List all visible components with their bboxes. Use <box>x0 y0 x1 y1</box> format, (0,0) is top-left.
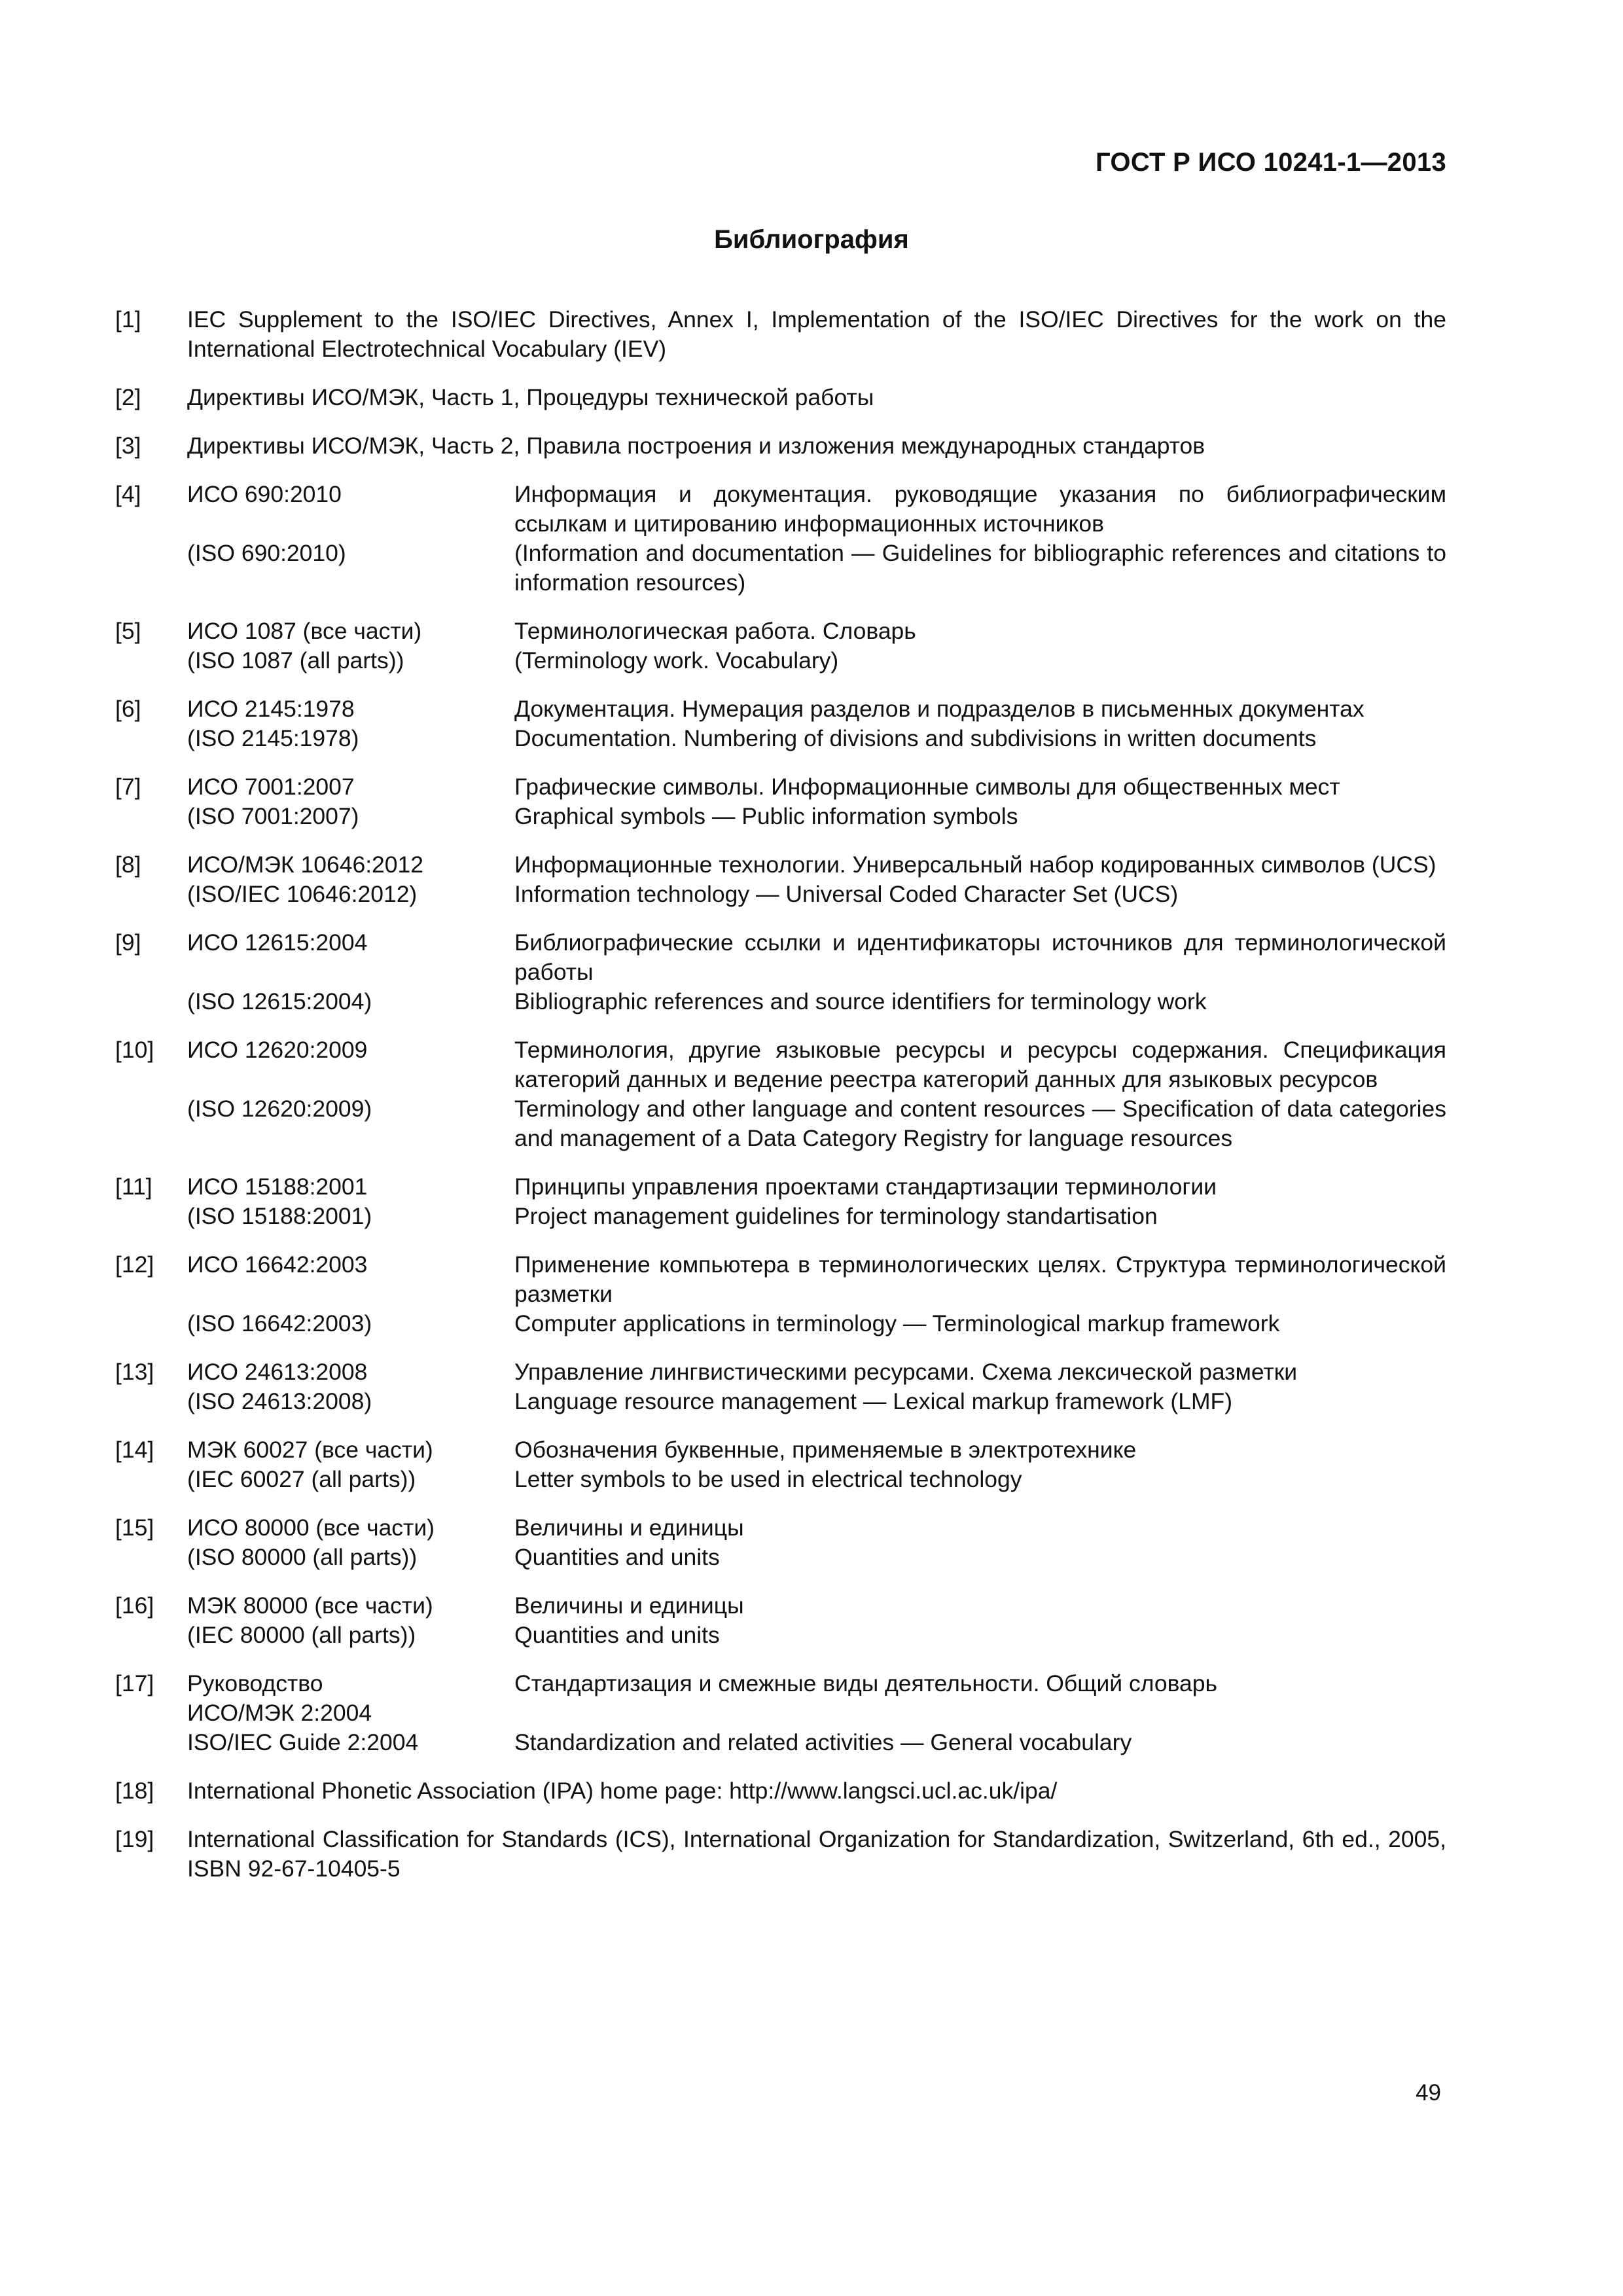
entry-description: Принципы управления проектами стандартизации терминологии <box>514 1174 1217 1200</box>
entry-description: Information technology — Universal Coded Character Set (UCS) <box>514 881 1179 907</box>
document-id: ГОСТ Р ИСО 10241-1—2013 <box>1095 148 1446 177</box>
entry-standard-code: (ISO 80000 (all parts)) <box>187 1544 418 1570</box>
bibliography-entry <box>115 1669 1446 1757</box>
entry-description: Терминология, другие языковые ресурсы и ресурсы содержания. Спецификация категорий данных и ведение реестра категорий данных для языковых ресурсов <box>514 1037 1446 1092</box>
entry-description: Quantities and units <box>514 1544 720 1570</box>
entry-standard-code: (IEC 80000 (all parts)) <box>187 1622 416 1648</box>
entry-standard-code: (ISO 12620:2009) <box>187 1096 372 1122</box>
entry-standard-code: ИСО 16642:2003 <box>187 1251 368 1278</box>
bibliography-entry <box>115 305 1446 364</box>
entry-standard-code: ИСО/МЭК 10646:2012 <box>187 852 424 878</box>
entry-text: Директивы ИСО/МЭК, Часть 2, Правила построения и изложения международных стандартов <box>187 433 1205 459</box>
entry-number: [10] <box>115 1037 154 1063</box>
entry-standard-code: (IEC 60027 (all parts)) <box>187 1466 416 1492</box>
page-title: Библиография <box>714 225 909 254</box>
entry-standard-code: ИСО 15188:2001 <box>187 1174 368 1200</box>
entry-standard-code: МЭК 60027 (все части) <box>187 1437 433 1463</box>
entry-number: [15] <box>115 1515 154 1541</box>
entry-number: [2] <box>115 384 141 410</box>
entry-number: [19] <box>115 1826 154 1852</box>
entry-text: IEC Supplement to the ISO/IEC Directives, Annex I, Implementation of the ISO/IEC Directives for the work on the International Electrotechnical Vocabulary (IEV) <box>187 306 1446 362</box>
entry-description: (Information and documentation — Guidelines for bibliographic references and citations to information resources) <box>514 540 1446 596</box>
bibliography-entry <box>115 617 1446 675</box>
entry-standard-code: ИСО 12620:2009 <box>187 1037 368 1063</box>
entry-number: [18] <box>115 1778 154 1804</box>
bibliography-list <box>115 305 1446 1903</box>
entry-description: Величины и единицы <box>514 1592 744 1619</box>
entry-number: [12] <box>115 1251 154 1278</box>
entry-description: Terminology and other language and content resources — Specification of data categories and management of a Data Category Registry for language resources <box>514 1096 1446 1151</box>
entry-standard-code: ИСО 24613:2008 <box>187 1359 368 1385</box>
bibliography-entry <box>115 1250 1446 1338</box>
bibliography-entry <box>115 850 1446 909</box>
entry-standard-code: ISO/IEC Guide 2:2004 <box>187 1729 419 1755</box>
entry-description <box>514 1698 1446 1728</box>
entry-description: Computer applications in terminology — Terminological markup framework <box>514 1310 1280 1336</box>
entry-text: Директивы ИСО/МЭК, Часть 1, Процедуры технической работы <box>187 384 874 410</box>
entry-number: [1] <box>115 306 141 332</box>
bibliography-entry <box>115 383 1446 412</box>
entry-standard-code: ИСО 690:2010 <box>187 481 342 507</box>
entry-description: Graphical symbols — Public information symbols <box>514 803 1018 829</box>
entry-standard-code: ИСО 1087 (все части) <box>187 618 422 644</box>
entry-standard-code: (ISO 2145:1978) <box>187 725 359 751</box>
bibliography-entry <box>115 928 1446 1016</box>
entry-description: Информация и документация. руководящие указания по библиографическим ссылкам и цитированию информационных источников <box>514 481 1446 537</box>
bibliography-entry <box>115 1591 1446 1650</box>
bibliography-entry <box>115 1435 1446 1494</box>
entry-description: Documentation. Numbering of divisions and subdivisions in written documents <box>514 725 1317 751</box>
entry-standard-code: ИСО 80000 (все части) <box>187 1515 435 1541</box>
entry-standard-code: ИСО 7001:2007 <box>187 774 355 800</box>
entry-number: [11] <box>115 1174 152 1200</box>
entry-standard-code: (ISO 24613:2008) <box>187 1388 372 1414</box>
entry-description: Информационные технологии. Универсальный набор кодированных символов (UCS) <box>514 852 1436 878</box>
entry-number: [8] <box>115 852 141 878</box>
bibliography-entry <box>115 772 1446 831</box>
bibliography-entry <box>115 1172 1446 1231</box>
entry-standard-code: ИСО 2145:1978 <box>187 696 355 722</box>
entry-description: Quantities and units <box>514 1622 720 1648</box>
entry-text: International Phonetic Association (IPA) home page: http://www.langsci.ucl.ac.uk/ipa/ <box>187 1778 1058 1804</box>
entry-description: Применение компьютера в терминологических целях. Структура терминологической разметки <box>514 1251 1446 1307</box>
entry-number: [3] <box>115 433 141 459</box>
entry-number: [5] <box>115 618 141 644</box>
entry-description: Project management guidelines for terminology standartisation <box>514 1203 1158 1229</box>
entry-standard-code: Руководство <box>187 1670 323 1696</box>
entry-description: Standardization and related activities — General vocabulary <box>514 1729 1132 1755</box>
entry-standard-code: ИСО 12615:2004 <box>187 929 368 956</box>
entry-standard-code: (ISO 690:2010) <box>187 540 346 566</box>
entry-standard-code: (ISO 12615:2004) <box>187 988 372 1014</box>
bibliography-entry <box>115 1776 1446 1806</box>
entry-description: Language resource management — Lexical markup framework (LMF) <box>514 1388 1233 1414</box>
bibliography-entry <box>115 1035 1446 1153</box>
bibliography-entry <box>115 480 1446 598</box>
bibliography-entry <box>115 1513 1446 1572</box>
entry-description: (Terminology work. Vocabulary) <box>514 647 839 673</box>
entry-number: [16] <box>115 1592 154 1619</box>
entry-number: [13] <box>115 1359 154 1385</box>
bibliography-entry <box>115 1825 1446 1884</box>
entry-text: International Classification for Standards (ICS), International Organization for Standardization, Switzerland, 6th ed., 2005, ISBN 92-67-10405-5 <box>187 1826 1446 1882</box>
entry-standard-code: МЭК 80000 (все части) <box>187 1592 433 1619</box>
entry-standard-code: (ISO 7001:2007) <box>187 803 359 829</box>
entry-description: Обозначения буквенные, применяемые в электротехнике <box>514 1437 1137 1463</box>
entry-description: Библиографические ссылки и идентификаторы источников для терминологической работы <box>514 929 1446 985</box>
bibliography-entry <box>115 694 1446 753</box>
entry-description: Стандартизация и смежные виды деятельности. Общий словарь <box>514 1670 1218 1696</box>
entry-standard-code: (ISO 16642:2003) <box>187 1310 372 1336</box>
entry-standard-code: ИСО/МЭК 2:2004 <box>187 1700 372 1726</box>
entry-description: Управление лингвистическими ресурсами. Схема лексической разметки <box>514 1359 1298 1385</box>
entry-number: [6] <box>115 696 141 722</box>
bibliography-entry <box>115 431 1446 461</box>
bibliography-entry <box>115 1357 1446 1416</box>
entry-description: Документация. Нумерация разделов и подразделов в письменных документах <box>514 696 1364 722</box>
entry-number: [17] <box>115 1670 154 1696</box>
entry-number: [9] <box>115 929 141 956</box>
entry-description: Графические символы. Информационные символы для общественных мест <box>514 774 1340 800</box>
entry-description: Letter symbols to be used in electrical technology <box>514 1466 1022 1492</box>
entry-description: Величины и единицы <box>514 1515 744 1541</box>
entry-description: Bibliographic references and source identifiers for terminology work <box>514 988 1207 1014</box>
entry-standard-code: (ISO 15188:2001) <box>187 1203 372 1229</box>
entry-standard-code: (ISO 1087 (all parts)) <box>187 647 404 673</box>
entry-number: [4] <box>115 481 141 507</box>
entry-standard-code: (ISO/IEC 10646:2012) <box>187 881 418 907</box>
entry-number: [14] <box>115 1437 154 1463</box>
entry-number: [7] <box>115 774 141 800</box>
entry-description: Терминологическая работа. Словарь <box>514 618 916 644</box>
page-number: 49 <box>1416 2080 1441 2106</box>
